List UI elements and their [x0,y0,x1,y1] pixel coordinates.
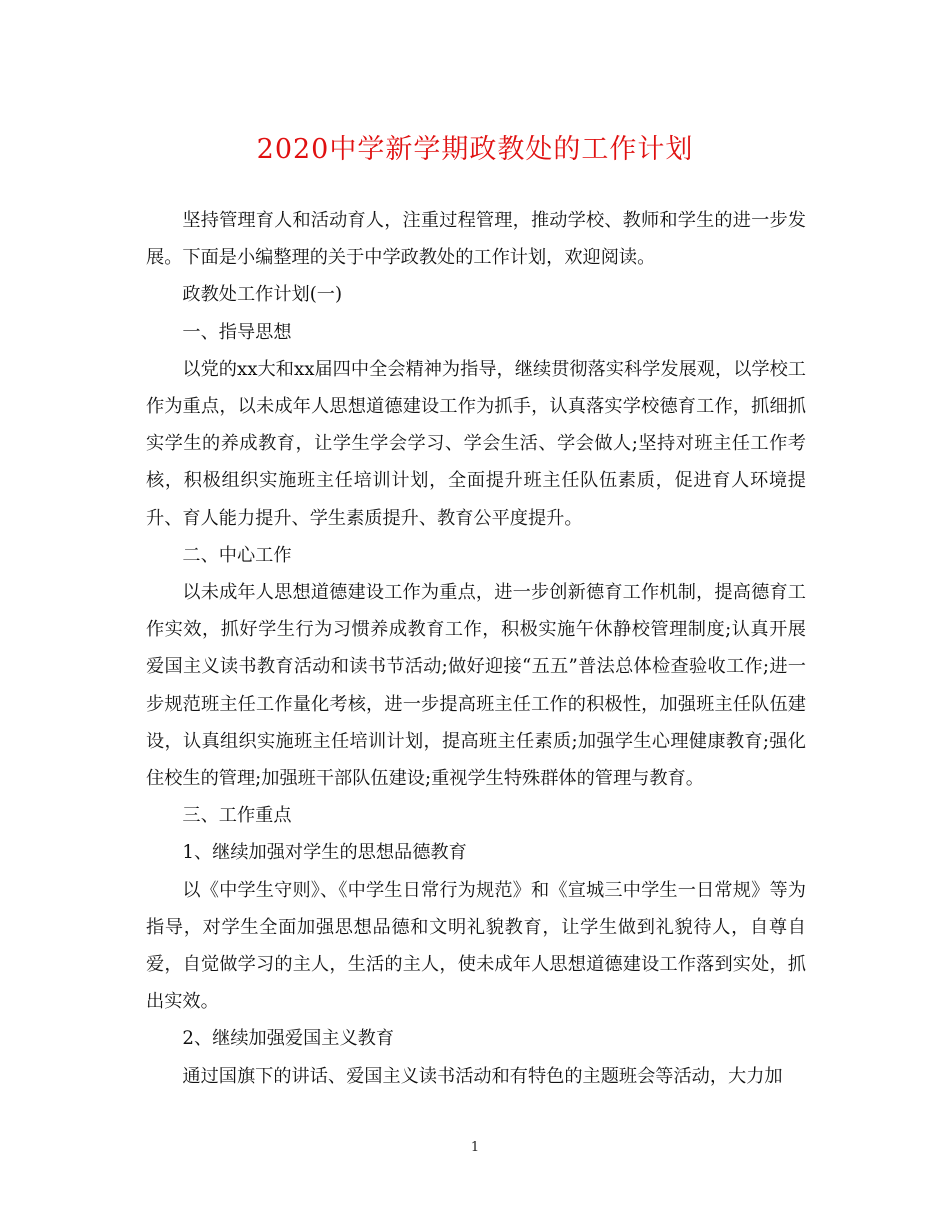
body-paragraph: 以未成年人思想道德建设工作为重点，进一步创新德育工作机制，提高德育工作实效，抓好学生行为习惯养成教育工作，积极实施午休静校管理制度;认真开展爱国主义读书教育活动和读书节活动;做好迎接“五五”普法总体检查验收工作;进一步规范班主任工作量化考核，进一步提高班主任工作的积极性，加强班主任队伍建设，认真组织实施班主任培训计划，提高班主任素质;加强学生心理健康教育;强化住校生的管理;加强班干部队伍建设;重视学生特殊群体的管理与教育。 [146,582,806,790]
section-heading: 一、指导思想 [182,321,292,343]
section-heading: 政教处工作计划(一) [182,284,343,306]
body-paragraph: 通过国旗下的讲话、爱国主义读书活动和有特色的主题班会等活动，大力加 [182,1065,783,1087]
subsection-heading: 1、继续加强对学生的思想品德教育 [182,842,467,864]
page-number: 1 [470,1140,480,1155]
intro-paragraph: 坚持管理育人和活动育人，注重过程管理，推动学校、教师和学生的进一步发展。下面是小编整理的关于中学政教处的工作计划，欢迎阅读。 [146,210,806,269]
subsection-heading: 2、继续加强爱国主义教育 [182,1028,395,1050]
document-title: 2020中学新学期政教处的工作计划 [256,134,694,165]
document-body [146,202,806,1095]
section-heading: 二、中心工作 [182,544,292,566]
section-heading: 三、工作重点 [182,805,292,827]
body-paragraph: 以《中学生守则》、《中学生日常行为规范》和《宣城三中学生一日常规》等为指导，对学生全面加强思想品德和文明礼貌教育，让学生做到礼貌待人，自尊自爱，自觉做学习的主人，生活的主人，使未成年人思想道德建设工作落到实处，抓出实效。 [146,879,806,1013]
body-paragraph: 以党的xx大和xx届四中全会精神为指导，继续贯彻落实科学发展观，以学校工作为重点，以未成年人思想道德建设工作为抓手，认真落实学校德育工作，抓细抓实学生的养成教育，让学生学会学习、学会生活、学会做人;坚持对班主任工作考核，积极组织实施班主任培训计划，全面提升班主任队伍素质，促进育人环境提升、育人能力提升、学生素质提升、教育公平度提升。 [146,358,806,529]
